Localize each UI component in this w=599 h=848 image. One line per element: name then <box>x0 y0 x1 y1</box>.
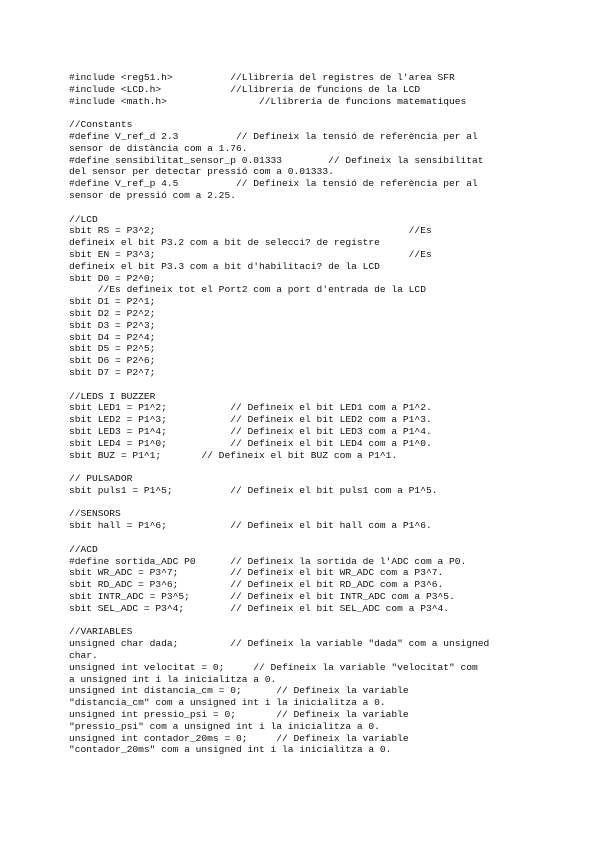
code-line: del sensor per detectar pressió com a 0.01333. <box>69 166 334 178</box>
code-line: #include <math.h> //Llibreria de funcions matematiques <box>69 95 467 107</box>
code-line: sbit D7 = P2^7; <box>69 366 156 378</box>
code-line: // PULSADOR <box>69 473 133 485</box>
code-line: "distancia_cm" com a unsigned int i la inicialitza a 0. <box>69 697 386 709</box>
code-line: #define V_ref_d 2.3 // Defineix la tensió de referència per al <box>69 130 478 142</box>
code-listing <box>69 72 539 756</box>
code-line: //ACD <box>69 543 98 555</box>
code-line: sbit RD_ADC = P3^6; // Defineix el bit RD_ADC com a P3^6. <box>69 579 444 591</box>
code-line: unsigned int velocitat = 0; // Defineix la variable "velocitat" com <box>69 661 478 673</box>
code-line: sbit EN = P3^3; //Es <box>69 248 432 260</box>
code-line: //Es defineix tot el Port2 com a port d'entrada de la LCD <box>69 284 426 296</box>
code-line: sbit D0 = P2^0; <box>69 272 156 284</box>
code-line: sbit RS = P3^2; //Es <box>69 225 432 237</box>
code-line: defineix el bit P3.3 com a bit d'habilitaci? de la LCD <box>69 260 380 272</box>
code-line: unsigned int pressio_psi = 0; // Defineix la variable <box>69 709 409 721</box>
code-line <box>69 461 539 473</box>
code-line: #define V_ref_p 4.5 // Defineix la tensió de referència per al <box>69 178 478 190</box>
code-line: sbit INTR_ADC = P3^5; // Defineix el bit INTR_ADC com a P3^5. <box>69 591 455 603</box>
code-line: sbit SEL_ADC = P3^4; // Defineix el bit SEL_ADC com a P3^4. <box>69 602 449 614</box>
code-line: sbit LED3 = P1^4; // Defineix el bit LED3 com a P1^4. <box>69 425 432 437</box>
code-line: "pressio_psi" com a unsigned int i la inicialitza a 0. <box>69 720 380 732</box>
code-line: sbit LED4 = P1^0; // Defineix el bit LED4 com a P1^0. <box>69 437 432 449</box>
code-line: //LEDS I BUZZER <box>69 390 156 402</box>
code-line: #include <LCD.h> //Llibreria de funcions de la LCD <box>69 83 421 95</box>
code-line: #define sensibilitat_sensor_p 0.01333 // Defineix la sensibilitat <box>69 154 484 166</box>
code-line: sbit D4 = P2^4; <box>69 331 156 343</box>
code-line: #include <reg51.h> //Llibreria del registres de l'area SFR <box>69 72 455 83</box>
code-line: a unsigned int i la inicialitza a 0. <box>69 673 277 685</box>
code-line: sensor de pressió com a 2.25. <box>69 189 236 201</box>
code-line: sbit LED2 = P1^3; // Defineix el bit LED2 com a P1^3. <box>69 414 432 426</box>
code-line: #define sortida_ADC P0 // Defineix la sortida de l'ADC com a P0. <box>69 555 467 567</box>
code-line: sbit D2 = P2^2; <box>69 307 156 319</box>
code-line <box>69 379 539 391</box>
code-line: sbit WR_ADC = P3^7; // Defineix el bit WR_ADC com a P3^7. <box>69 567 444 579</box>
code-line: //Constants <box>69 119 133 131</box>
code-line <box>69 107 539 119</box>
code-line: defineix el bit P3.2 com a bit de selecci? de registre <box>69 237 380 249</box>
code-line: sbit D5 = P2^5; <box>69 343 156 355</box>
code-line: sbit D3 = P2^3; <box>69 319 156 331</box>
code-line: "contador_20ms" com a unsigned int i la inicialitza a 0. <box>69 744 392 756</box>
code-line: unsigned char dada; // Defineix la variable "dada" com a unsigned <box>69 638 490 650</box>
code-line: //SENSORS <box>69 508 121 520</box>
code-line <box>69 497 539 509</box>
code-line: sbit LED1 = P1^2; // Defineix el bit LED1 com a P1^2. <box>69 402 432 414</box>
code-line <box>69 532 539 544</box>
code-line: //VARIABLES <box>69 626 133 638</box>
code-line: unsigned int contador_20ms = 0; // Defineix la variable <box>69 732 409 744</box>
code-line: sbit D6 = P2^6; <box>69 355 156 367</box>
code-line: sbit BUZ = P1^1; // Defineix el bit BUZ com a P1^1. <box>69 449 398 461</box>
code-line: sensor de distància com a 1.76. <box>69 142 248 154</box>
code-line: sbit D1 = P2^1; <box>69 296 156 308</box>
code-line: sbit puls1 = P1^5; // Defineix el bit puls1 com a P1^5. <box>69 484 438 496</box>
code-line: //LCD <box>69 213 98 225</box>
code-line: sbit hall = P1^6; // Defineix el bit hall com a P1^6. <box>69 520 432 532</box>
code-line <box>69 202 539 214</box>
code-line <box>69 615 539 627</box>
code-line: char. <box>69 650 98 662</box>
code-line: unsigned int distancia_cm = 0; // Defineix la variable <box>69 685 409 697</box>
